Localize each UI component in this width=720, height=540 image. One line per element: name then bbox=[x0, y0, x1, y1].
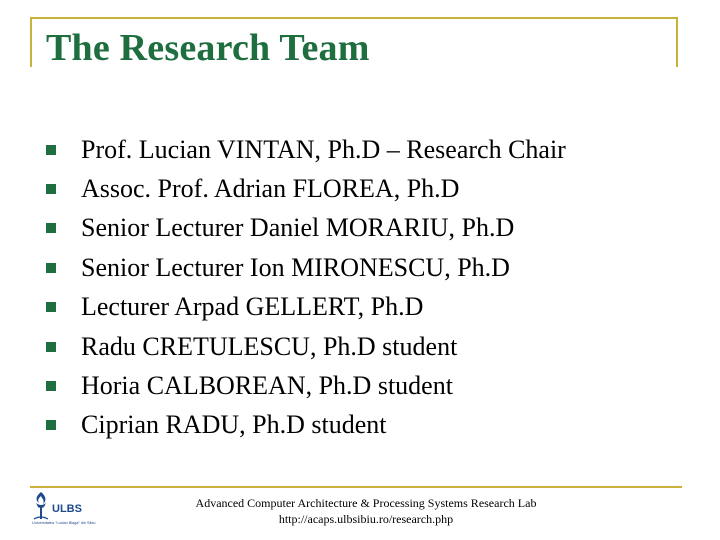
square-bullet-icon bbox=[46, 420, 56, 430]
logo-subtitle: Universitatea "Lucian Blaga" din Sibiu bbox=[32, 521, 96, 525]
list-item bbox=[46, 169, 566, 208]
torch-emblem-icon bbox=[30, 490, 52, 522]
member-name: Ciprian RADU, Ph.D student bbox=[81, 410, 387, 440]
footer bbox=[180, 495, 552, 527]
footer-lab-name: Advanced Computer Architecture & Processing Systems Research Lab bbox=[195, 496, 537, 510]
logo-text: ULBS bbox=[52, 503, 82, 515]
page-title: The Research Team bbox=[46, 27, 370, 69]
ulbs-logo-icon bbox=[30, 490, 100, 534]
square-bullet-icon bbox=[46, 184, 56, 194]
list-item bbox=[46, 366, 566, 405]
square-bullet-icon bbox=[46, 302, 56, 312]
member-name: Senior Lecturer Daniel MORARIU, Ph.D bbox=[81, 213, 515, 243]
footer-divider bbox=[30, 486, 682, 488]
title-frame-left bbox=[30, 17, 32, 67]
member-name: Assoc. Prof. Adrian FLOREA, Ph.D bbox=[81, 174, 460, 204]
list-item bbox=[46, 406, 566, 445]
square-bullet-icon bbox=[46, 223, 56, 233]
member-name: Lecturer Arpad GELLERT, Ph.D bbox=[81, 292, 424, 322]
footer-url[interactable]: http://acaps.ulbsibiu.ro/research.php bbox=[278, 512, 454, 526]
member-name: Horia CALBOREAN, Ph.D student bbox=[81, 371, 453, 401]
square-bullet-icon bbox=[46, 145, 56, 155]
title-frame-right bbox=[676, 17, 678, 67]
list-item bbox=[46, 327, 566, 366]
title-frame-top bbox=[30, 17, 677, 19]
member-name: Senior Lecturer Ion MIRONESCU, Ph.D bbox=[81, 252, 510, 282]
square-bullet-icon bbox=[46, 381, 56, 391]
square-bullet-icon bbox=[46, 342, 56, 352]
list-item bbox=[46, 248, 566, 287]
square-bullet-icon bbox=[46, 263, 56, 273]
member-list bbox=[46, 130, 566, 445]
member-name: Prof. Lucian VINTAN, Ph.D – Research Chair bbox=[81, 134, 566, 164]
list-item bbox=[46, 209, 566, 248]
list-item bbox=[46, 130, 566, 169]
member-name: Radu CRETULESCU, Ph.D student bbox=[81, 331, 458, 361]
list-item bbox=[46, 288, 566, 327]
